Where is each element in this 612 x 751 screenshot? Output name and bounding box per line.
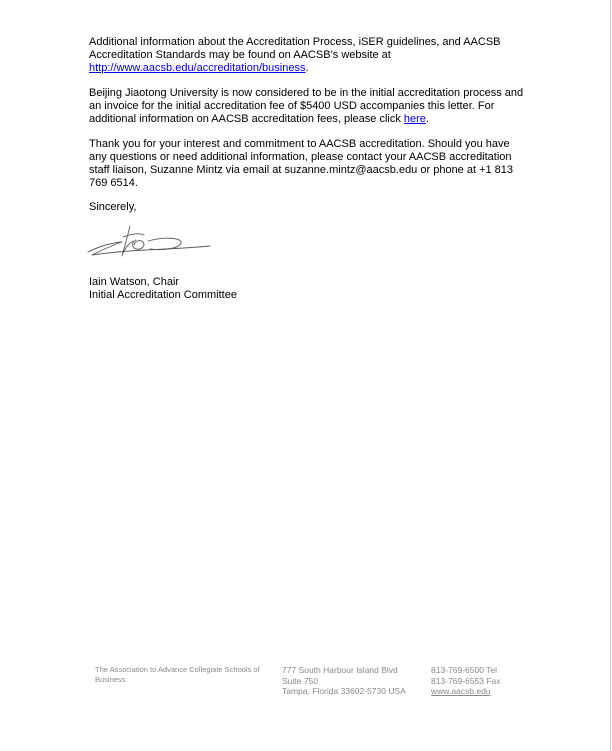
footer-website-link[interactable]: www.aacsb.edu bbox=[431, 686, 491, 696]
signature-block bbox=[89, 276, 237, 302]
letter-body bbox=[89, 36, 529, 202]
footer-address-line1: 777 South Harbour Island Blvd bbox=[282, 665, 398, 675]
footer-organization-name: The Association to Advance Collegiate Schools of Business bbox=[95, 665, 260, 684]
footer-address-line3: Tampa, Florida 33602-5730 USA bbox=[282, 686, 406, 696]
footer-organization bbox=[95, 665, 275, 684]
paragraph-accreditation-fee bbox=[89, 87, 529, 126]
footer-contact bbox=[431, 665, 500, 697]
paragraph-accreditation-fee-end: . bbox=[425, 113, 429, 125]
handwritten-signature bbox=[86, 222, 212, 262]
footer-fax: 813-769-6553 Fax bbox=[431, 675, 501, 686]
paragraph-website-info-end: . bbox=[305, 62, 309, 74]
signer-name: Iain Watson, Chair bbox=[89, 276, 180, 288]
paragraph-contact bbox=[89, 138, 529, 190]
paragraph-website-info-text: Additional information about the Accreditation Process, iSER guidelines, and AACSB Accreditation Standards may be found on AACSB’s website at bbox=[89, 36, 501, 61]
page-edge bbox=[610, 0, 611, 751]
signer-title: Initial Accreditation Committee bbox=[89, 289, 237, 301]
paragraph-website-info bbox=[89, 36, 529, 75]
accreditation-website-link[interactable]: http://www.aacsb.edu/accreditation/business bbox=[89, 62, 306, 74]
paragraph-accreditation-fee-text: Beijing Jiaotong University is now considered to be in the initial accreditation process and an invoice for the initial accreditation fee of $5400 USD accompanies this letter. For additional information on AACSB accreditation fees, please click bbox=[89, 87, 524, 125]
footer-phone: 813-769-6500 Tel bbox=[431, 665, 498, 675]
footer-address bbox=[282, 665, 406, 697]
fees-here-link[interactable]: here bbox=[403, 113, 426, 125]
paragraph-contact-text: Thank you for your interest and commitment to AACSB accreditation. Should you have any questions or need additional information, please contact your AACSB accreditation staff liaison, Suzanne Mintz via email at suzanne.mintz@aacsb.edu or phone at +1 813 769 6514. bbox=[89, 138, 514, 189]
footer-address-line2: Suite 750 bbox=[282, 675, 318, 686]
closing: Sincerely, bbox=[89, 201, 137, 213]
